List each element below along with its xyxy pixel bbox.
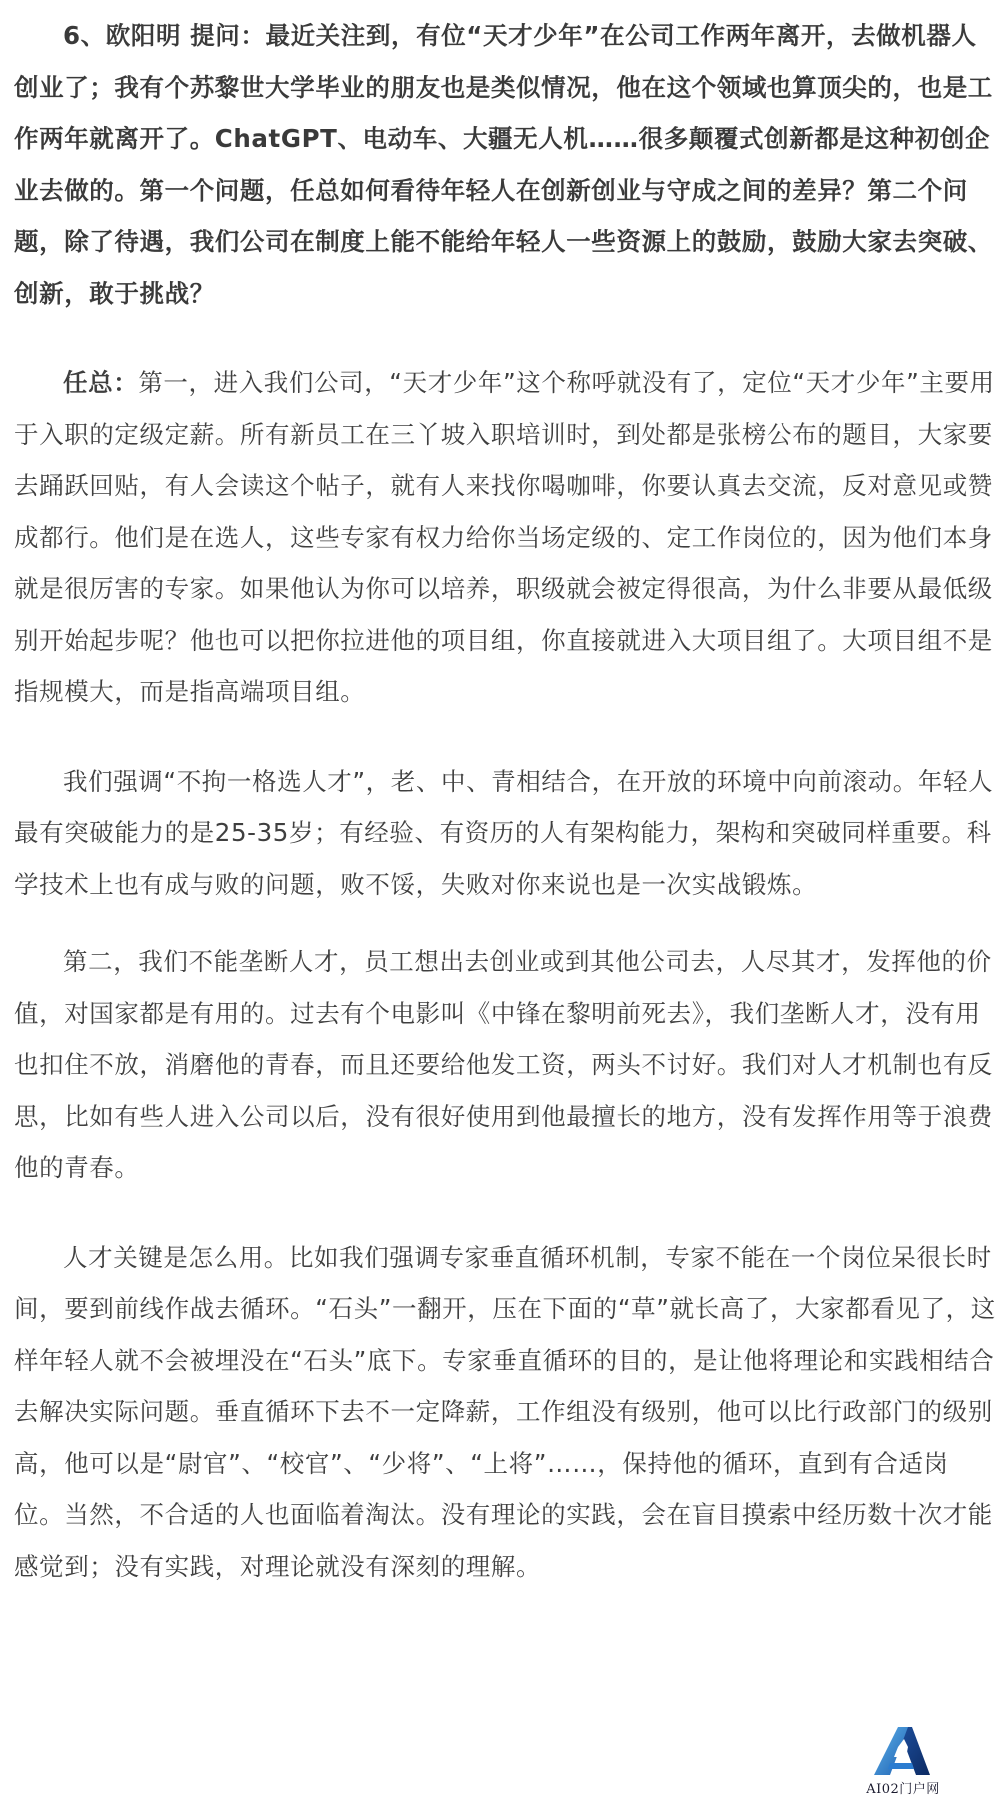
answer-paragraph-3 bbox=[14, 936, 996, 1194]
answer-text-3: 第二，我们不能垄断人才，员工想出去创业或到其他公司去，人尽其才，发挥他的价值，对国家都是有用的。过去有个电影叫《中锋在黎明前死去》，我们垄断人才，没有用也扣住不放，消磨他的青春，而且还要给他发工资，两头不讨好。我们对人才机制也有反思，比如有些人进入公司以后，没有很好使用到他最擅长的地方，没有发挥作用等于浪费他的青春。 bbox=[14, 947, 993, 1182]
answer-paragraph-1 bbox=[14, 357, 996, 718]
question-paragraph bbox=[14, 10, 996, 319]
answer-paragraph-4 bbox=[14, 1232, 996, 1593]
a-letter-logo-icon bbox=[858, 1725, 948, 1777]
question-text: 6、欧阳明 提问：最近关注到，有位“天才少年”在公司工作两年离开，去做机器人创业了；我有个苏黎世大学毕业的朋友也是类似情况，他在这个领域也算顶尖的，也是工作两年就离开了。ChatGPT、电动车、大疆无人机……很多颠覆式创新都是这种初创企业去做的。第一个问题，任总如何看待年轻人在创新创业与守成之间的差异？第二个问题，除了待遇，我们公司在制度上能不能给年轻人一些资源上的鼓励，鼓励大家去突破、创新，敢于挑战？ bbox=[14, 21, 993, 308]
answer-text-2: 我们强调“不拘一格选人才”，老、中、青相结合，在开放的环境中向前滚动。年轻人最有突破能力的是25-35岁；有经验、有资历的人有架构能力，架构和突破同样重要。科学技术上也有成与败的问题，败不馁，失败对你来说也是一次实战锻炼。 bbox=[14, 766, 994, 899]
answer-text-1: 第一，进入我们公司，“天才少年”这个称呼就没有了，定位“天才少年”主要用于入职的定级定薪。所有新员工在三丫坡入职培训时，到处都是张榜公布的题目，大家要去踊跃回贴，有人会读这个帖子，就有人来找你喝咖啡，你要认真去交流，反对意见或赞成都行。他们是在选人，这些专家有权力给你当场定级的、定工作岗位的，因为他们本身就是很厉害的专家。如果他认为你可以培养，职级就会被定得很高，为什么非要从最低级别开始起步呢？他也可以把你拉进他的项目组，你直接就进入大项目组了。大项目组不是指规模大，而是指高端项目组。 bbox=[14, 368, 995, 706]
article-body bbox=[14, 10, 996, 1592]
speaker-label: 任总： bbox=[63, 368, 139, 397]
watermark-logo bbox=[858, 1725, 948, 1798]
watermark-text: AI02门户网 bbox=[866, 1782, 940, 1797]
answer-paragraph-2 bbox=[14, 756, 996, 911]
answer-text-4: 人才关键是怎么用。比如我们强调专家垂直循环机制，专家不能在一个岗位呆很长时间，要到前线作战去循环。“石头”一翻开，压在下面的“草”就长高了，大家都看见了，这样年轻人就不会被埋没在“石头”底下。专家垂直循环的目的，是让他将理论和实践相结合去解决实际问题。垂直循环下去不一定降薪，工作组没有级别，他可以比行政部门的级别高，他可以是“尉官”、“校官”、“少将”、“上将”……，保持他的循环，直到有合适岗位。当然，不合适的人也面临着淘汰。没有理论的实践，会在盲目摸索中经历数十次才能感觉到；没有实践，对理论就没有深刻的理解。 bbox=[14, 1242, 996, 1581]
